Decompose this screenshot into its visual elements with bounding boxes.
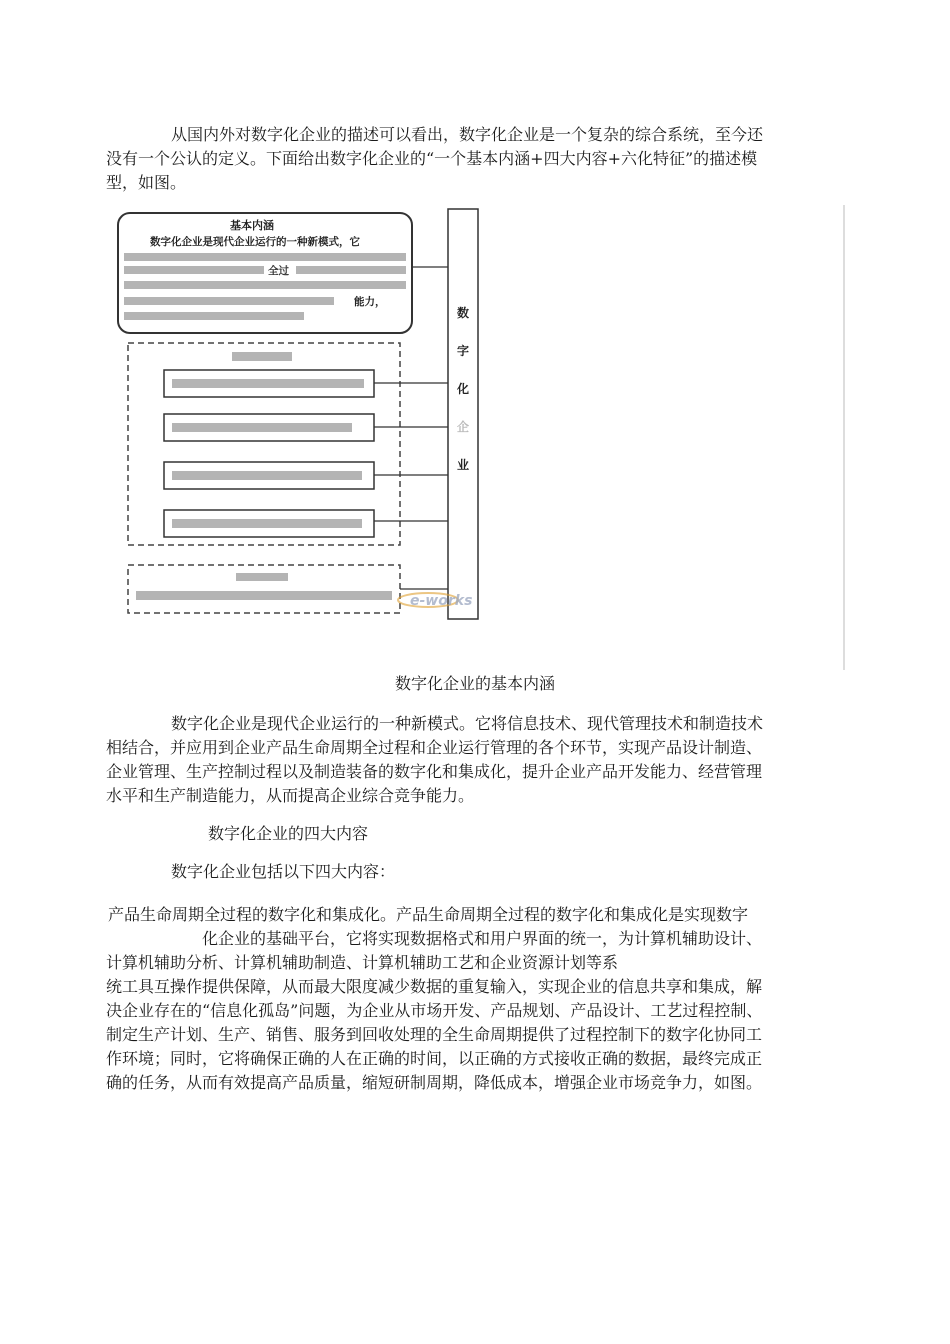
content-line-6: 制定生产计划、生产、销售、服务到回收处理的全生命周期提供了过程控制下的数字化协同工 — [106, 1025, 763, 1044]
box-blurred-line — [296, 266, 406, 274]
content-line-5: 决企业存在的“信息化孤岛”问题，为企业从市场开发、产品规划、产品设计、工艺过程控制、 — [106, 1001, 763, 1020]
content-box-4-text — [172, 519, 362, 528]
six-characteristics-group — [128, 565, 400, 613]
group-content-blurred — [136, 591, 392, 600]
intro-line-3: 型，如图。 — [106, 173, 187, 192]
content-box-1-text — [172, 379, 364, 388]
box-line-2-fragment: 全过 — [268, 265, 289, 277]
box-blurred-line — [124, 266, 264, 274]
definition-line-2: 相结合，并应用到企业产品生命周期全过程和企业运行管理的各个环节，实现产品设计制造、 — [106, 738, 763, 757]
group-title-blurred — [232, 352, 292, 361]
box-line-4-fragment: 能力， — [354, 296, 386, 308]
box-blurred-line — [124, 312, 304, 320]
box-blurred-line — [124, 297, 334, 305]
column-char-1: 数 — [456, 306, 470, 320]
section-heading: 数字化企业的四大内容 — [208, 824, 369, 843]
box-blurred-line — [124, 253, 406, 261]
box-line-1: 数字化企业是现代企业运行的一种新模式，它 — [150, 236, 360, 248]
content-line-8: 确的任务，从而有效提高产品质量，缩短研制周期，降低成本，增强企业市场竞争力，如图。 — [106, 1073, 763, 1092]
column-char-3: 化 — [456, 382, 470, 396]
section-intro: 数字化企业包括以下四大内容： — [171, 862, 396, 881]
box-blurred-line — [124, 281, 406, 289]
watermark-logo: e-works — [410, 593, 473, 609]
definition-line-4: 水平和生产制造能力，从而提高企业综合竞争能力。 — [106, 786, 475, 805]
column-char-4: 企 — [456, 420, 470, 434]
content-line-2: 化企业的基础平台，它将实现数据格式和用户界面的统一，为计算机辅助设计、 — [202, 929, 763, 948]
box-title: 基本内涵 — [230, 219, 274, 232]
intro-line-1: 从国内外对数字化企业的描述可以看出，数字化企业是一个复杂的综合系统，至今还 — [171, 125, 764, 144]
group-title-blurred — [236, 573, 288, 581]
digital-enterprise-column — [448, 209, 478, 619]
content-line-1: 产品生命周期全过程的数字化和集成化。产品生命周期全过程的数字化和集成化是实现数字 — [108, 905, 749, 924]
content-box-3-text — [172, 471, 362, 480]
content-line-3: 计算机辅助分析、计算机辅助制造、计算机辅助工艺和企业资源计划等系 — [106, 953, 619, 972]
definition-line-1: 数字化企业是现代企业运行的一种新模式。它将信息技术、现代管理技术和制造技术 — [171, 714, 764, 733]
content-line-4: 统工具互操作提供保障，从而最大限度减少数据的重复输入，实现企业的信息共享和集成，解 — [106, 977, 763, 996]
definition-line-3: 企业管理、生产控制过程以及制造装备的数字化和集成化，提升企业产品开发能力、经营管理 — [106, 762, 763, 781]
content-box-2-text — [172, 423, 352, 432]
intro-line-2: 没有一个公认的定义。下面给出数字化企业的“一个基本内涵+四大内容+六化特征”的描述模 — [106, 149, 758, 168]
column-char-5: 业 — [456, 458, 470, 472]
figure-caption: 数字化企业的基本内涵 — [394, 674, 555, 693]
basic-connotation-diagram — [110, 205, 850, 675]
content-line-7: 作环境；同时，它将确保正确的人在正确的时间，以正确的方式接收正确的数据，最终完成正 — [106, 1049, 763, 1068]
column-char-2: 字 — [456, 344, 470, 358]
